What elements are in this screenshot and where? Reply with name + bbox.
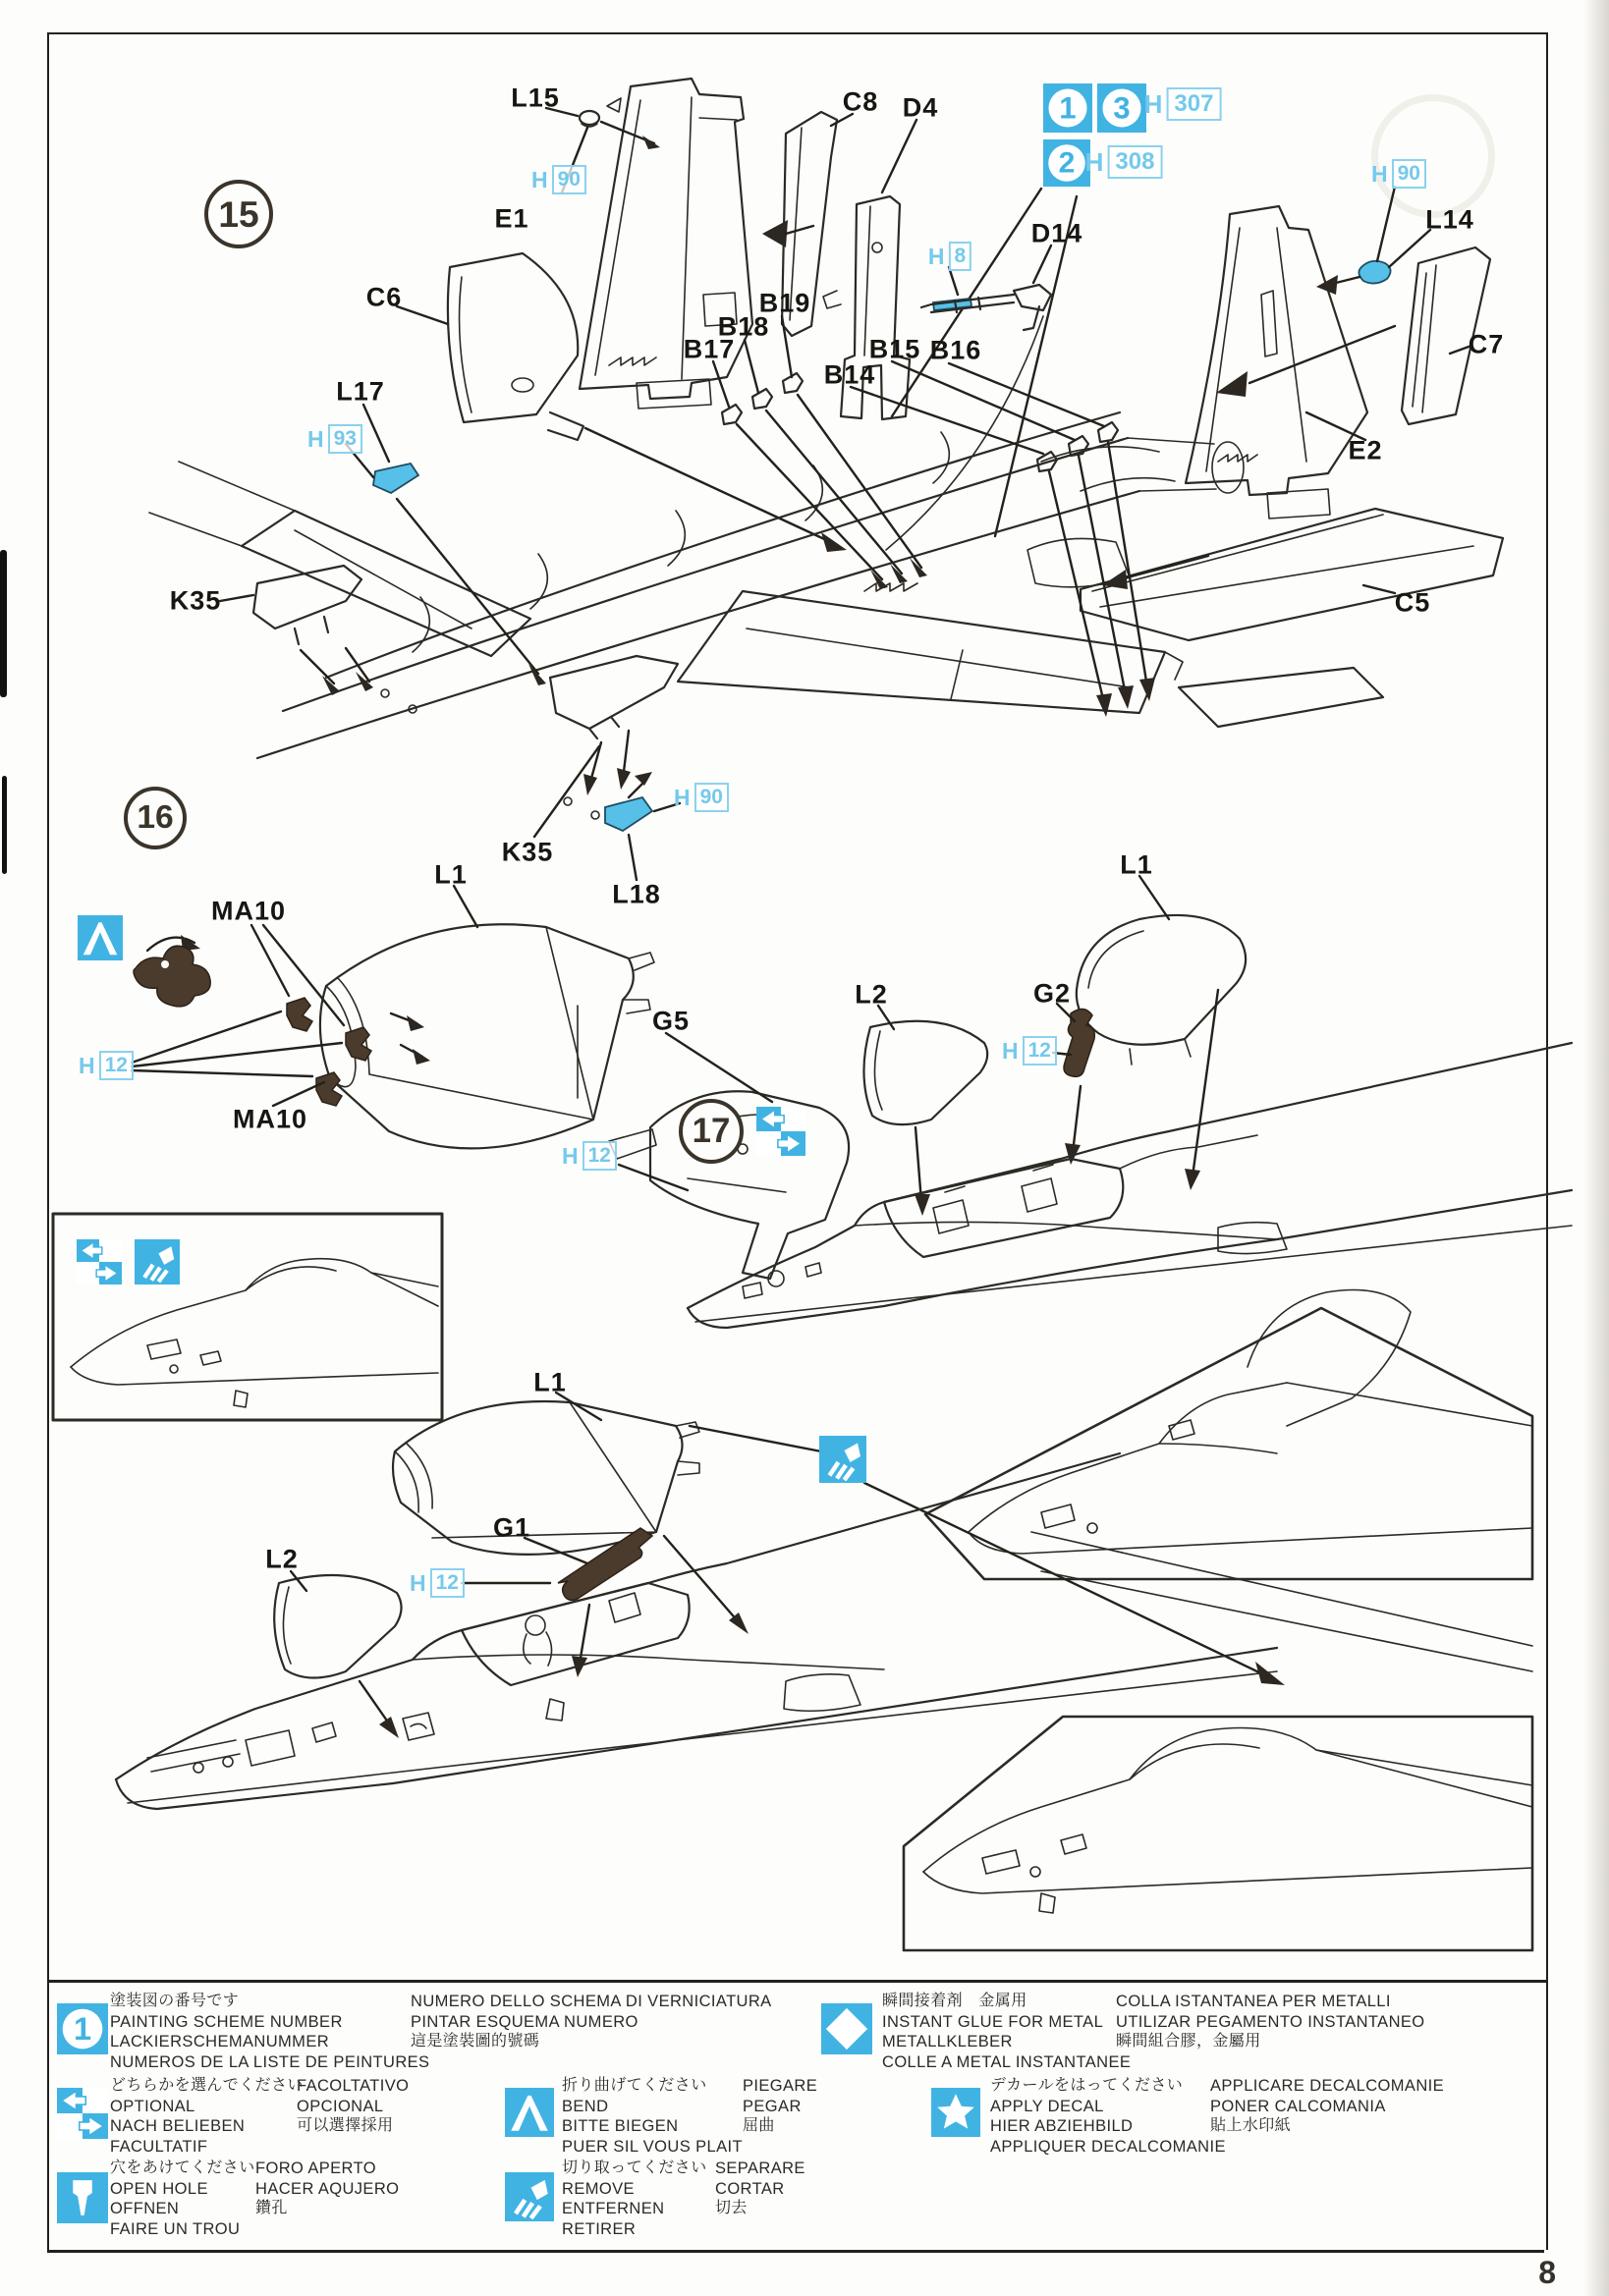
legend-text-line: SEPARARE	[715, 2159, 805, 2177]
part-label-G2: G2	[1032, 978, 1072, 1009]
part-label-B15: B15	[868, 334, 921, 364]
paint-callout-H8: H 8	[928, 242, 971, 271]
part-label-D4: D4	[902, 92, 939, 123]
svg-text:3: 3	[1113, 90, 1131, 126]
paint-callout-H308: H 308	[1085, 145, 1163, 179]
svg-text:1: 1	[73, 2011, 92, 2047]
legend-text-line: APPLICARE DECALCOMANIE	[1210, 2077, 1445, 2095]
part-label-L1: L1	[434, 859, 468, 890]
part-label-G5: G5	[651, 1006, 691, 1036]
legend-text-line: NACH BELIEBEN	[110, 2117, 246, 2135]
legend-text-line: OPTIONAL	[110, 2097, 195, 2115]
step16-artwork	[132, 886, 849, 1279]
part-label-G1: G1	[492, 1512, 531, 1543]
page-number: 8	[1538, 2255, 1556, 2290]
paint-callout-H307: H 307	[1144, 87, 1222, 121]
part-label-B19: B19	[758, 288, 811, 318]
legend-text-line: CORTAR	[715, 2179, 785, 2198]
legend-text-line: FAIRE UN TROU	[110, 2219, 241, 2238]
part-label-E2: E2	[1348, 435, 1383, 465]
part-label-MA10: MA10	[232, 1104, 308, 1134]
part-label-L15: L15	[511, 82, 560, 113]
part-label-D14: D14	[1030, 218, 1083, 248]
legend-text-line: ENTFERNEN	[562, 2200, 665, 2217]
legend-text-line: BITTE BIEGEN	[562, 2117, 679, 2135]
legend-text-line: FORO APERTO	[255, 2159, 376, 2177]
part-label-L17: L17	[336, 376, 385, 407]
legend-text-line: 這是塗裝圖的號碼	[411, 2033, 540, 2050]
legend-text-column	[715, 2159, 805, 2219]
legend-text-line: OFFNEN	[110, 2200, 180, 2217]
legend-text-column	[110, 2076, 304, 2157]
legend-text-column	[743, 2076, 817, 2137]
part-label-K35: K35	[169, 585, 222, 616]
legend-text-line: 可以選擇採用	[297, 2117, 394, 2134]
legend-text-column	[882, 1992, 1131, 2072]
legend-text-line: PEGAR	[743, 2097, 802, 2115]
paint-callout-H12: H 12	[410, 1568, 465, 1598]
legend-text-line: PUER SIL VOUS PLAIT	[562, 2137, 743, 2156]
legend-text-column	[297, 2076, 409, 2137]
legend-text-column	[110, 1992, 429, 2072]
step-17-circle: 17	[679, 1099, 744, 1164]
paint-callout-H12: H 12	[562, 1141, 617, 1171]
legend-text-column	[990, 2076, 1226, 2157]
part-label-B18: B18	[717, 311, 770, 342]
part-label-L1: L1	[533, 1367, 567, 1397]
legend-text-line: 鑽孔	[255, 2200, 288, 2216]
legend-text-column	[110, 2159, 255, 2239]
part-label-L2: L2	[855, 979, 888, 1010]
legend-text-line: APPLIQUER DECALCOMANIE	[990, 2137, 1226, 2156]
legend-text-line: 瞬間組合膠，金屬用	[1116, 2033, 1261, 2050]
part-label-C8: C8	[842, 86, 879, 117]
legend-text-column	[411, 1992, 772, 2052]
step17-lower-artwork	[53, 1214, 1532, 1950]
legend-text-line: デカールをはってください	[990, 2077, 1184, 2094]
svg-text:1: 1	[1059, 90, 1077, 126]
part-label-C6: C6	[365, 282, 403, 312]
legend-text-line: COLLE A METAL INSTANTANEE	[882, 2052, 1132, 2071]
legend-text-line: 折り曲げてください	[562, 2077, 707, 2094]
legend-text-line: COLLA ISTANTANEA PER METALLI	[1116, 1993, 1391, 2010]
part-label-B16: B16	[929, 335, 982, 365]
legend-text-line: 穴をあけてください	[110, 2159, 255, 2176]
part-label-MA10: MA10	[210, 896, 287, 926]
legend-text-line: 屈曲	[743, 2117, 775, 2134]
part-label-C7: C7	[1468, 329, 1505, 359]
legend-text-line: 貼上水印紙	[1210, 2117, 1292, 2134]
part-label-L18: L18	[612, 879, 661, 909]
part-label-L2: L2	[265, 1544, 299, 1574]
part-label-B14: B14	[823, 359, 876, 390]
legend-text-line: 塗装図の番号です	[110, 1993, 240, 2009]
legend-text-line: PIEGARE	[743, 2077, 818, 2095]
paint-callout-H93: H 93	[307, 424, 362, 454]
legend-text-line: HACER AQUJERO	[255, 2179, 400, 2198]
step-15-circle: 15	[204, 180, 273, 248]
legend-text-line: FACOLTATIVO	[297, 2077, 410, 2095]
legend-text-column	[1116, 1992, 1425, 2052]
legend-text-line: 切り取ってください	[562, 2159, 707, 2176]
legend-text-line: OPEN HOLE	[110, 2179, 208, 2198]
legend-text-line: どちらかを選んでください	[110, 2077, 304, 2094]
legend-text-line: REMOVE	[562, 2179, 635, 2198]
paint-callout-H90: H 90	[1371, 159, 1426, 189]
legend-text-line: PINTAR ESQUEMA NUMERO	[411, 2012, 638, 2031]
paint-callout-H90: H 90	[674, 783, 729, 812]
legend-text-line: APPLY DECAL	[990, 2097, 1104, 2115]
paint-callout-H12: H 12	[79, 1051, 134, 1080]
paint-callout-H12: H 12	[1002, 1036, 1057, 1066]
part-label-C5: C5	[1394, 587, 1431, 618]
legend-text-line: METALLKLEBER	[882, 2033, 1013, 2050]
legend-text-line: NUMEROS DE LA LISTE DE PEINTURES	[110, 2052, 430, 2071]
legend-text-column	[562, 2159, 707, 2239]
part-label-K35: K35	[501, 837, 554, 867]
legend-text-line: FACULTATIF	[110, 2137, 208, 2156]
legend-text-line: OPCIONAL	[297, 2097, 384, 2115]
legend-text-line: INSTANT GLUE FOR METAL	[882, 2012, 1104, 2031]
legend-text-line: PAINTING SCHEME NUMBER	[110, 2012, 343, 2031]
legend-text-line: 瞬間接着剤 金属用	[882, 1993, 1027, 2009]
svg-text:2: 2	[1058, 146, 1076, 180]
step-16-circle: 16	[124, 787, 187, 849]
legend-text-column	[255, 2159, 399, 2219]
step15-artwork	[149, 79, 1503, 880]
legend-text-line: LACKIERSCHEMANUMMER	[110, 2033, 330, 2050]
part-label-E1: E1	[494, 203, 529, 234]
legend-text-line: 切去	[715, 2200, 748, 2216]
part-label-B17: B17	[683, 334, 736, 364]
legend-text-column	[562, 2076, 743, 2157]
legend-text-line: UTILIZAR PEGAMENTO INSTANTANEO	[1116, 2012, 1425, 2031]
legend-text-line: RETIRER	[562, 2219, 637, 2238]
part-label-L1: L1	[1120, 849, 1153, 880]
legend-text-line: BEND	[562, 2097, 609, 2115]
part-label-L14: L14	[1425, 204, 1474, 235]
legend-text-line: NUMERO DELLO SCHEMA DI VERNICIATURA	[411, 1993, 772, 2010]
legend-text-column	[1210, 2076, 1444, 2137]
paint-callout-H90: H 90	[531, 165, 586, 194]
legend-text-line: HIER ABZIEHBILD	[990, 2117, 1134, 2135]
legend-text-line: PONER CALCOMANIA	[1210, 2097, 1386, 2115]
